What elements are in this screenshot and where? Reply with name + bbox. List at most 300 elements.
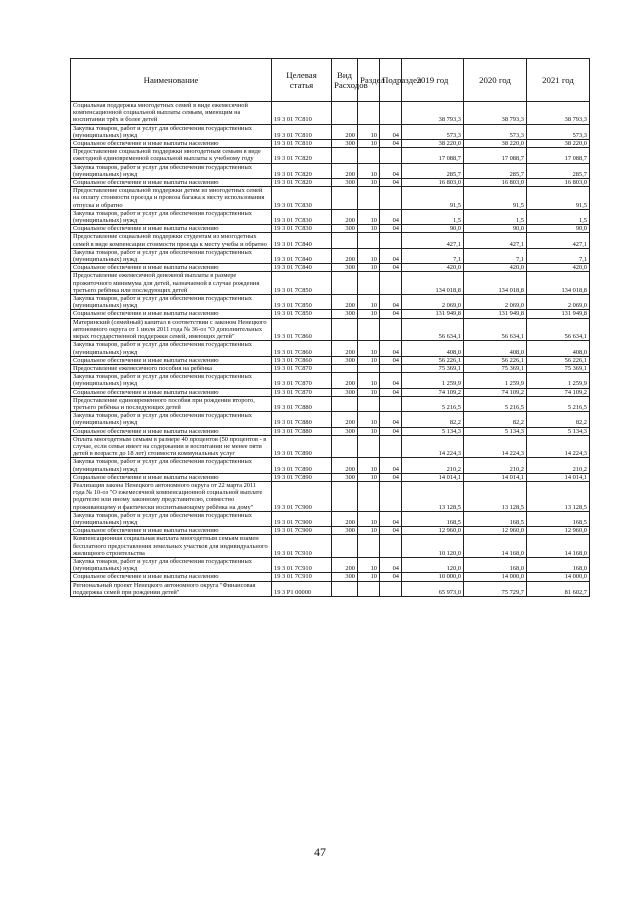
cell-2019: 14 224,3 — [402, 435, 464, 458]
table-row — [71, 412, 590, 427]
cell-section: 10 — [358, 163, 380, 178]
cell-name: Закупка товаров, работ и услуг для обеспечения государственных (муниципальных) нужд — [71, 373, 272, 388]
cell-2019: 65 973,0 — [402, 581, 464, 596]
cell-section: 10 — [358, 295, 380, 310]
cell-section — [358, 102, 380, 125]
cell-subsection: 04 — [380, 295, 402, 310]
cell-2021: 427,1 — [527, 233, 590, 248]
cell-subsection: 04 — [380, 124, 402, 139]
cell-section: 10 — [358, 573, 380, 581]
cell-name: Социальное обеспечение и иные выплаты населению — [71, 356, 272, 364]
cell-target-code: 19 3 P1 00000 — [272, 581, 332, 596]
cell-expense-type — [332, 102, 358, 125]
table-row — [71, 248, 590, 263]
cell-2020: 14 168,0 — [464, 535, 527, 558]
cell-2020: 134 018,8 — [464, 272, 527, 295]
cell-target-code: 19 3 01 7С910 — [272, 573, 332, 581]
cell-2020: 74 109,2 — [464, 388, 527, 396]
cell-target-code: 19 3 01 7С830 — [272, 225, 332, 233]
cell-2019: 14 014,1 — [402, 473, 464, 481]
cell-2021: 81 602,7 — [527, 581, 590, 596]
cell-expense-type: 300 — [332, 264, 358, 272]
table-row — [71, 148, 590, 163]
cell-subsection — [380, 233, 402, 248]
table-row — [71, 435, 590, 458]
cell-2020: 17 088,7 — [464, 148, 527, 163]
cell-expense-type: 200 — [332, 248, 358, 263]
cell-target-code: 19 3 01 7С820 — [272, 163, 332, 178]
cell-target-code: 19 3 01 7С820 — [272, 148, 332, 163]
cell-name: Социальное обеспечение и иные выплаты населению — [71, 310, 272, 318]
cell-name: Закупка товаров, работ и услуг для обеспечения государственных (муниципальных) нужд — [71, 163, 272, 178]
cell-target-code: 19 3 01 7С910 — [272, 535, 332, 558]
budget-table — [70, 58, 590, 597]
cell-target-code: 19 3 01 7С860 — [272, 341, 332, 356]
cell-2021: 14 168,0 — [527, 535, 590, 558]
cell-section: 10 — [358, 458, 380, 473]
cell-2019: 74 109,2 — [402, 388, 464, 396]
header-vid: Вид Расходов — [332, 59, 358, 102]
cell-2020: 56 634,1 — [464, 318, 527, 341]
cell-expense-type — [332, 581, 358, 596]
cell-subsection: 04 — [380, 573, 402, 581]
cell-section: 10 — [358, 179, 380, 187]
cell-target-code: 19 3 01 7С860 — [272, 318, 332, 341]
cell-subsection — [380, 102, 402, 125]
cell-name: Закупка товаров, работ и услуг для обеспечения государственных (муниципальных) нужд — [71, 557, 272, 572]
cell-target-code: 19 3 01 7С810 — [272, 140, 332, 148]
cell-subsection: 04 — [380, 341, 402, 356]
cell-2019: 91,5 — [402, 187, 464, 210]
cell-target-code: 19 3 01 7С810 — [272, 124, 332, 139]
cell-section: 10 — [358, 341, 380, 356]
cell-name: Предоставление ежемесячного пособия на ребёнка — [71, 364, 272, 372]
cell-subsection: 04 — [380, 225, 402, 233]
cell-expense-type: 200 — [332, 412, 358, 427]
cell-name: Оплата многодетным семьям в размере 40 процентов (50 процентов - в случае, если семья имеет на содержании и воспитании не менее пяти детей в возрасте до 18 лет) стоимости коммунальных услуг — [71, 435, 272, 458]
cell-subsection: 04 — [380, 310, 402, 318]
cell-2020: 408,0 — [464, 341, 527, 356]
cell-subsection: 04 — [380, 209, 402, 224]
cell-section — [358, 364, 380, 372]
cell-2019: 131 949,8 — [402, 310, 464, 318]
cell-expense-type: 300 — [332, 356, 358, 364]
cell-expense-type — [332, 272, 358, 295]
cell-2020: 168,0 — [464, 557, 527, 572]
cell-expense-type — [332, 535, 358, 558]
cell-2019: 1,5 — [402, 209, 464, 224]
cell-section — [358, 187, 380, 210]
cell-2020: 38 220,0 — [464, 140, 527, 148]
table-row — [71, 373, 590, 388]
cell-target-code: 19 3 01 7С890 — [272, 473, 332, 481]
table-row — [71, 535, 590, 558]
header-razdel: Раздел — [358, 59, 380, 102]
cell-target-code: 19 3 01 7С860 — [272, 356, 332, 364]
cell-target-code: 19 3 01 7С870 — [272, 388, 332, 396]
cell-2019: 427,1 — [402, 233, 464, 248]
cell-expense-type — [332, 233, 358, 248]
cell-2019: 56 226,1 — [402, 356, 464, 364]
cell-2020: 75 729,7 — [464, 581, 527, 596]
cell-2020: 14 014,1 — [464, 473, 527, 481]
cell-section: 10 — [358, 412, 380, 427]
cell-name: Закупка товаров, работ и услуг для обеспечения государственных (муниципальных) нужд — [71, 341, 272, 356]
cell-target-code: 19 3 01 7С880 — [272, 427, 332, 435]
cell-name: Компенсационная социальная выплата многодетным семьям взамен бесплатного предоставления земельных участков для индивидуального жилищного строительства — [71, 535, 272, 558]
cell-target-code: 19 3 01 7С870 — [272, 364, 332, 372]
cell-2020: 7,1 — [464, 248, 527, 263]
table-row — [71, 102, 590, 125]
cell-target-code: 19 3 01 7С850 — [272, 310, 332, 318]
cell-name: Социальное обеспечение и иные выплаты населению — [71, 473, 272, 481]
cell-2021: 168,5 — [527, 511, 590, 526]
cell-2020: 210,2 — [464, 458, 527, 473]
cell-2019: 168,5 — [402, 511, 464, 526]
table-row — [71, 458, 590, 473]
cell-subsection — [380, 435, 402, 458]
cell-name: Социальная поддержка многодетных семей в виде ежемесячной компенсационной социальной выплаты семьям, имеющим на воспитании трёх и более детей — [71, 102, 272, 125]
table-body — [71, 102, 590, 597]
cell-2019: 285,7 — [402, 163, 464, 178]
cell-name: Закупка товаров, работ и услуг для обеспечения государственных (муниципальных) нужд — [71, 295, 272, 310]
table-row — [71, 179, 590, 187]
cell-name: Предоставление социальной поддержки многодетным семьям в виде ежегодной единовременной социальной выплаты к учебному году — [71, 148, 272, 163]
table-row — [71, 341, 590, 356]
cell-expense-type: 300 — [332, 388, 358, 396]
header-code: Целевая статья — [272, 59, 332, 102]
header-2020: 2020 год — [464, 59, 527, 102]
cell-section — [358, 435, 380, 458]
cell-name: Социальное обеспечение и иные выплаты населению — [71, 140, 272, 148]
cell-2020: 1,5 — [464, 209, 527, 224]
cell-expense-type — [332, 318, 358, 341]
cell-2019: 134 018,8 — [402, 272, 464, 295]
cell-subsection: 04 — [380, 248, 402, 263]
cell-target-code: 19 3 01 7С880 — [272, 396, 332, 411]
table-row — [71, 187, 590, 210]
cell-section: 10 — [358, 124, 380, 139]
cell-target-code: 19 3 01 7С820 — [272, 179, 332, 187]
cell-section: 10 — [358, 248, 380, 263]
cell-2019: 573,3 — [402, 124, 464, 139]
cell-target-code: 19 3 01 7С900 — [272, 511, 332, 526]
cell-target-code: 19 3 01 7С910 — [272, 557, 332, 572]
cell-2021: 573,3 — [527, 124, 590, 139]
cell-2021: 14 014,1 — [527, 473, 590, 481]
cell-expense-type — [332, 396, 358, 411]
cell-target-code: 19 3 01 7С900 — [272, 527, 332, 535]
cell-section: 10 — [358, 557, 380, 572]
cell-subsection: 04 — [380, 412, 402, 427]
cell-2021: 131 949,8 — [527, 310, 590, 318]
cell-subsection — [380, 396, 402, 411]
cell-section: 10 — [358, 209, 380, 224]
cell-section — [358, 535, 380, 558]
cell-2020: 420,0 — [464, 264, 527, 272]
cell-2021: 134 018,8 — [527, 272, 590, 295]
cell-2021: 5 216,5 — [527, 396, 590, 411]
table-row — [71, 356, 590, 364]
cell-expense-type: 200 — [332, 557, 358, 572]
cell-2021: 210,2 — [527, 458, 590, 473]
cell-2019: 7,1 — [402, 248, 464, 263]
cell-expense-type: 200 — [332, 163, 358, 178]
cell-2019: 420,0 — [402, 264, 464, 272]
cell-2019: 90,0 — [402, 225, 464, 233]
cell-name: Предоставление единовременного пособия при рождении второго, третьего ребёнка и последующих детей — [71, 396, 272, 411]
cell-name: Предоставление ежемесячной денежной выплаты в размере прожиточного минимума для детей, назначаемой в случае рождения третьего ребёнка или последующих детей — [71, 272, 272, 295]
table-row — [71, 581, 590, 596]
table-row — [71, 233, 590, 248]
cell-section — [358, 272, 380, 295]
cell-name: Социальное обеспечение и иные выплаты населению — [71, 527, 272, 535]
cell-name: Закупка товаров, работ и услуг для обеспечения государственных (муниципальных) нужд — [71, 412, 272, 427]
cell-name: Материнский (семейный) капитал в соответствии с законом Ненецкого автономного округа от 1 июля 2011 года № 36-оз "О дополнительных мерах государственной поддержки семей, имеющих детей" — [71, 318, 272, 341]
cell-name: Социальное обеспечение и иные выплаты населению — [71, 427, 272, 435]
cell-2021: 1,5 — [527, 209, 590, 224]
cell-2019: 5 216,5 — [402, 396, 464, 411]
cell-2021: 2 069,0 — [527, 295, 590, 310]
cell-expense-type: 200 — [332, 511, 358, 526]
table-row — [71, 511, 590, 526]
cell-2021: 420,0 — [527, 264, 590, 272]
cell-2020: 91,5 — [464, 187, 527, 210]
cell-subsection: 04 — [380, 373, 402, 388]
cell-section: 10 — [358, 527, 380, 535]
cell-section: 10 — [358, 140, 380, 148]
cell-2021: 12 960,0 — [527, 527, 590, 535]
header-name: Наименование — [71, 59, 272, 102]
cell-expense-type: 300 — [332, 225, 358, 233]
cell-section — [358, 581, 380, 596]
cell-subsection — [380, 148, 402, 163]
cell-2020: 573,3 — [464, 124, 527, 139]
cell-section: 10 — [358, 310, 380, 318]
cell-subsection: 04 — [380, 163, 402, 178]
table-row — [71, 388, 590, 396]
cell-2019: 56 634,1 — [402, 318, 464, 341]
cell-subsection: 04 — [380, 356, 402, 364]
cell-2021: 7,1 — [527, 248, 590, 263]
cell-2021: 82,2 — [527, 412, 590, 427]
cell-2020: 5 216,5 — [464, 396, 527, 411]
cell-subsection — [380, 364, 402, 372]
table-row — [71, 557, 590, 572]
cell-expense-type — [332, 187, 358, 210]
cell-2020: 168,5 — [464, 511, 527, 526]
cell-2021: 38 793,3 — [527, 102, 590, 125]
cell-2020: 427,1 — [464, 233, 527, 248]
cell-section — [358, 318, 380, 341]
cell-expense-type: 200 — [332, 341, 358, 356]
table-row — [71, 124, 590, 139]
cell-subsection — [380, 481, 402, 511]
cell-2021: 14 000,0 — [527, 573, 590, 581]
cell-2021: 1 259,9 — [527, 373, 590, 388]
cell-expense-type — [332, 364, 358, 372]
cell-section: 10 — [358, 388, 380, 396]
table-row — [71, 140, 590, 148]
cell-section: 10 — [358, 264, 380, 272]
cell-2021: 75 369,1 — [527, 364, 590, 372]
cell-2019: 210,2 — [402, 458, 464, 473]
cell-expense-type: 300 — [332, 179, 358, 187]
cell-2020: 1 259,9 — [464, 373, 527, 388]
cell-expense-type: 200 — [332, 295, 358, 310]
cell-name: Социальное обеспечение и иные выплаты населению — [71, 225, 272, 233]
cell-target-code: 19 3 01 7С880 — [272, 412, 332, 427]
cell-2021: 90,0 — [527, 225, 590, 233]
cell-subsection: 04 — [380, 511, 402, 526]
cell-2019: 10 120,0 — [402, 535, 464, 558]
cell-name: Закупка товаров, работ и услуг для обеспечения государственных (муниципальных) нужд — [71, 124, 272, 139]
table-row — [71, 310, 590, 318]
cell-name: Предоставление социальной поддержки детям из многодетных семей на оплату стоимости проезда и провоза багажа к месту использования отпуска и обратно — [71, 187, 272, 210]
cell-expense-type — [332, 481, 358, 511]
cell-target-code: 19 3 01 7С890 — [272, 435, 332, 458]
cell-2019: 408,0 — [402, 341, 464, 356]
cell-target-code: 19 3 01 7С850 — [272, 272, 332, 295]
cell-target-code: 19 3 01 7С850 — [272, 295, 332, 310]
cell-expense-type: 300 — [332, 427, 358, 435]
cell-name: Социальное обеспечение и иные выплаты населению — [71, 264, 272, 272]
cell-name: Предоставление социальной поддержки студентам из многодетных семей в виде компенсации стоимости проезда к месту учебы и обратно — [71, 233, 272, 248]
table-row — [71, 364, 590, 372]
cell-expense-type: 300 — [332, 310, 358, 318]
cell-2019: 13 128,5 — [402, 481, 464, 511]
cell-target-code: 19 3 01 7С900 — [272, 481, 332, 511]
cell-expense-type: 200 — [332, 209, 358, 224]
cell-name: Закупка товаров, работ и услуг для обеспечения государственных (муниципальных) нужд — [71, 458, 272, 473]
table-row — [71, 209, 590, 224]
cell-expense-type: 200 — [332, 373, 358, 388]
cell-target-code: 19 3 01 7С840 — [272, 248, 332, 263]
cell-section: 10 — [358, 225, 380, 233]
cell-subsection: 04 — [380, 427, 402, 435]
cell-target-code: 19 3 01 7С840 — [272, 264, 332, 272]
cell-2019: 38 220,0 — [402, 140, 464, 148]
cell-2020: 14 224,3 — [464, 435, 527, 458]
cell-2021: 17 088,7 — [527, 148, 590, 163]
cell-2021: 168,0 — [527, 557, 590, 572]
cell-expense-type — [332, 148, 358, 163]
cell-target-code: 19 3 01 7С840 — [272, 233, 332, 248]
cell-2020: 2 069,0 — [464, 295, 527, 310]
cell-subsection: 04 — [380, 473, 402, 481]
cell-2021: 5 134,3 — [527, 427, 590, 435]
cell-section: 10 — [358, 356, 380, 364]
cell-2019: 38 793,3 — [402, 102, 464, 125]
cell-2021: 408,0 — [527, 341, 590, 356]
cell-name: Закупка товаров, работ и услуг для обеспечения государственных (муниципальных) нужд — [71, 511, 272, 526]
cell-subsection: 04 — [380, 179, 402, 187]
table-row — [71, 427, 590, 435]
cell-subsection — [380, 272, 402, 295]
cell-2020: 13 128,5 — [464, 481, 527, 511]
cell-2019: 75 369,1 — [402, 364, 464, 372]
cell-2021: 74 109,2 — [527, 388, 590, 396]
cell-expense-type: 300 — [332, 473, 358, 481]
cell-expense-type: 300 — [332, 527, 358, 535]
cell-target-code: 19 3 01 7С830 — [272, 209, 332, 224]
cell-2019: 120,0 — [402, 557, 464, 572]
page-number: 47 — [314, 845, 326, 859]
cell-2020: 14 000,0 — [464, 573, 527, 581]
cell-subsection — [380, 318, 402, 341]
cell-subsection: 04 — [380, 388, 402, 396]
cell-2020: 75 369,1 — [464, 364, 527, 372]
cell-2019: 2 069,0 — [402, 295, 464, 310]
cell-expense-type: 200 — [332, 124, 358, 139]
header-2019: 2019 год — [402, 59, 464, 102]
cell-2021: 13 128,5 — [527, 481, 590, 511]
header-podrazdel: Подраздел — [380, 59, 402, 102]
cell-2019: 16 803,0 — [402, 179, 464, 187]
cell-2021: 56 226,1 — [527, 356, 590, 364]
cell-expense-type: 300 — [332, 573, 358, 581]
cell-expense-type — [332, 435, 358, 458]
cell-section — [358, 233, 380, 248]
cell-name: Социальное обеспечение и иные выплаты населению — [71, 388, 272, 396]
cell-2019: 10 000,0 — [402, 573, 464, 581]
cell-subsection — [380, 535, 402, 558]
table-row — [71, 573, 590, 581]
cell-name: Закупка товаров, работ и услуг для обеспечения государственных (муниципальных) нужд — [71, 209, 272, 224]
table-row — [71, 396, 590, 411]
cell-section — [358, 396, 380, 411]
cell-section — [358, 481, 380, 511]
cell-2021: 285,7 — [527, 163, 590, 178]
table-row — [71, 318, 590, 341]
cell-2019: 12 960,0 — [402, 527, 464, 535]
cell-2019: 5 134,3 — [402, 427, 464, 435]
cell-name: Закупка товаров, работ и услуг для обеспечения государственных (муниципальных) нужд — [71, 248, 272, 263]
cell-2020: 131 949,8 — [464, 310, 527, 318]
cell-2020: 82,2 — [464, 412, 527, 427]
cell-section — [358, 148, 380, 163]
cell-subsection: 04 — [380, 527, 402, 535]
cell-target-code: 19 3 01 7С870 — [272, 373, 332, 388]
cell-subsection: 04 — [380, 264, 402, 272]
table-row — [71, 295, 590, 310]
cell-target-code: 19 3 01 7С890 — [272, 458, 332, 473]
cell-2020: 285,7 — [464, 163, 527, 178]
table-row — [71, 481, 590, 511]
cell-name: Региональный проект Ненецкого автономного округа "Финансовая поддержка семей при рождении детей" — [71, 581, 272, 596]
table-row — [71, 163, 590, 178]
cell-section: 10 — [358, 427, 380, 435]
cell-subsection: 04 — [380, 140, 402, 148]
cell-subsection: 04 — [380, 557, 402, 572]
cell-section: 10 — [358, 473, 380, 481]
table-row — [71, 527, 590, 535]
cell-2021: 14 224,3 — [527, 435, 590, 458]
table-row — [71, 225, 590, 233]
table-header-row — [71, 59, 590, 102]
table-row — [71, 272, 590, 295]
cell-target-code: 19 3 01 7С830 — [272, 187, 332, 210]
cell-2021: 16 803,0 — [527, 179, 590, 187]
cell-name: Социальное обеспечение и иные выплаты населению — [71, 179, 272, 187]
cell-name: Реализация закона Ненецкого автономного округа от 22 марта 2011 года № 10-оз "О ежемесячной компенсационной социальной выплате родителю или иному законному представителю, совместно проживающему и фактически воспитывающему ребёнка на дому" — [71, 481, 272, 511]
cell-2020: 16 803,0 — [464, 179, 527, 187]
cell-section: 10 — [358, 511, 380, 526]
cell-2020: 56 226,1 — [464, 356, 527, 364]
cell-2021: 38 220,0 — [527, 140, 590, 148]
cell-target-code: 19 3 01 7С810 — [272, 102, 332, 125]
cell-2020: 90,0 — [464, 225, 527, 233]
